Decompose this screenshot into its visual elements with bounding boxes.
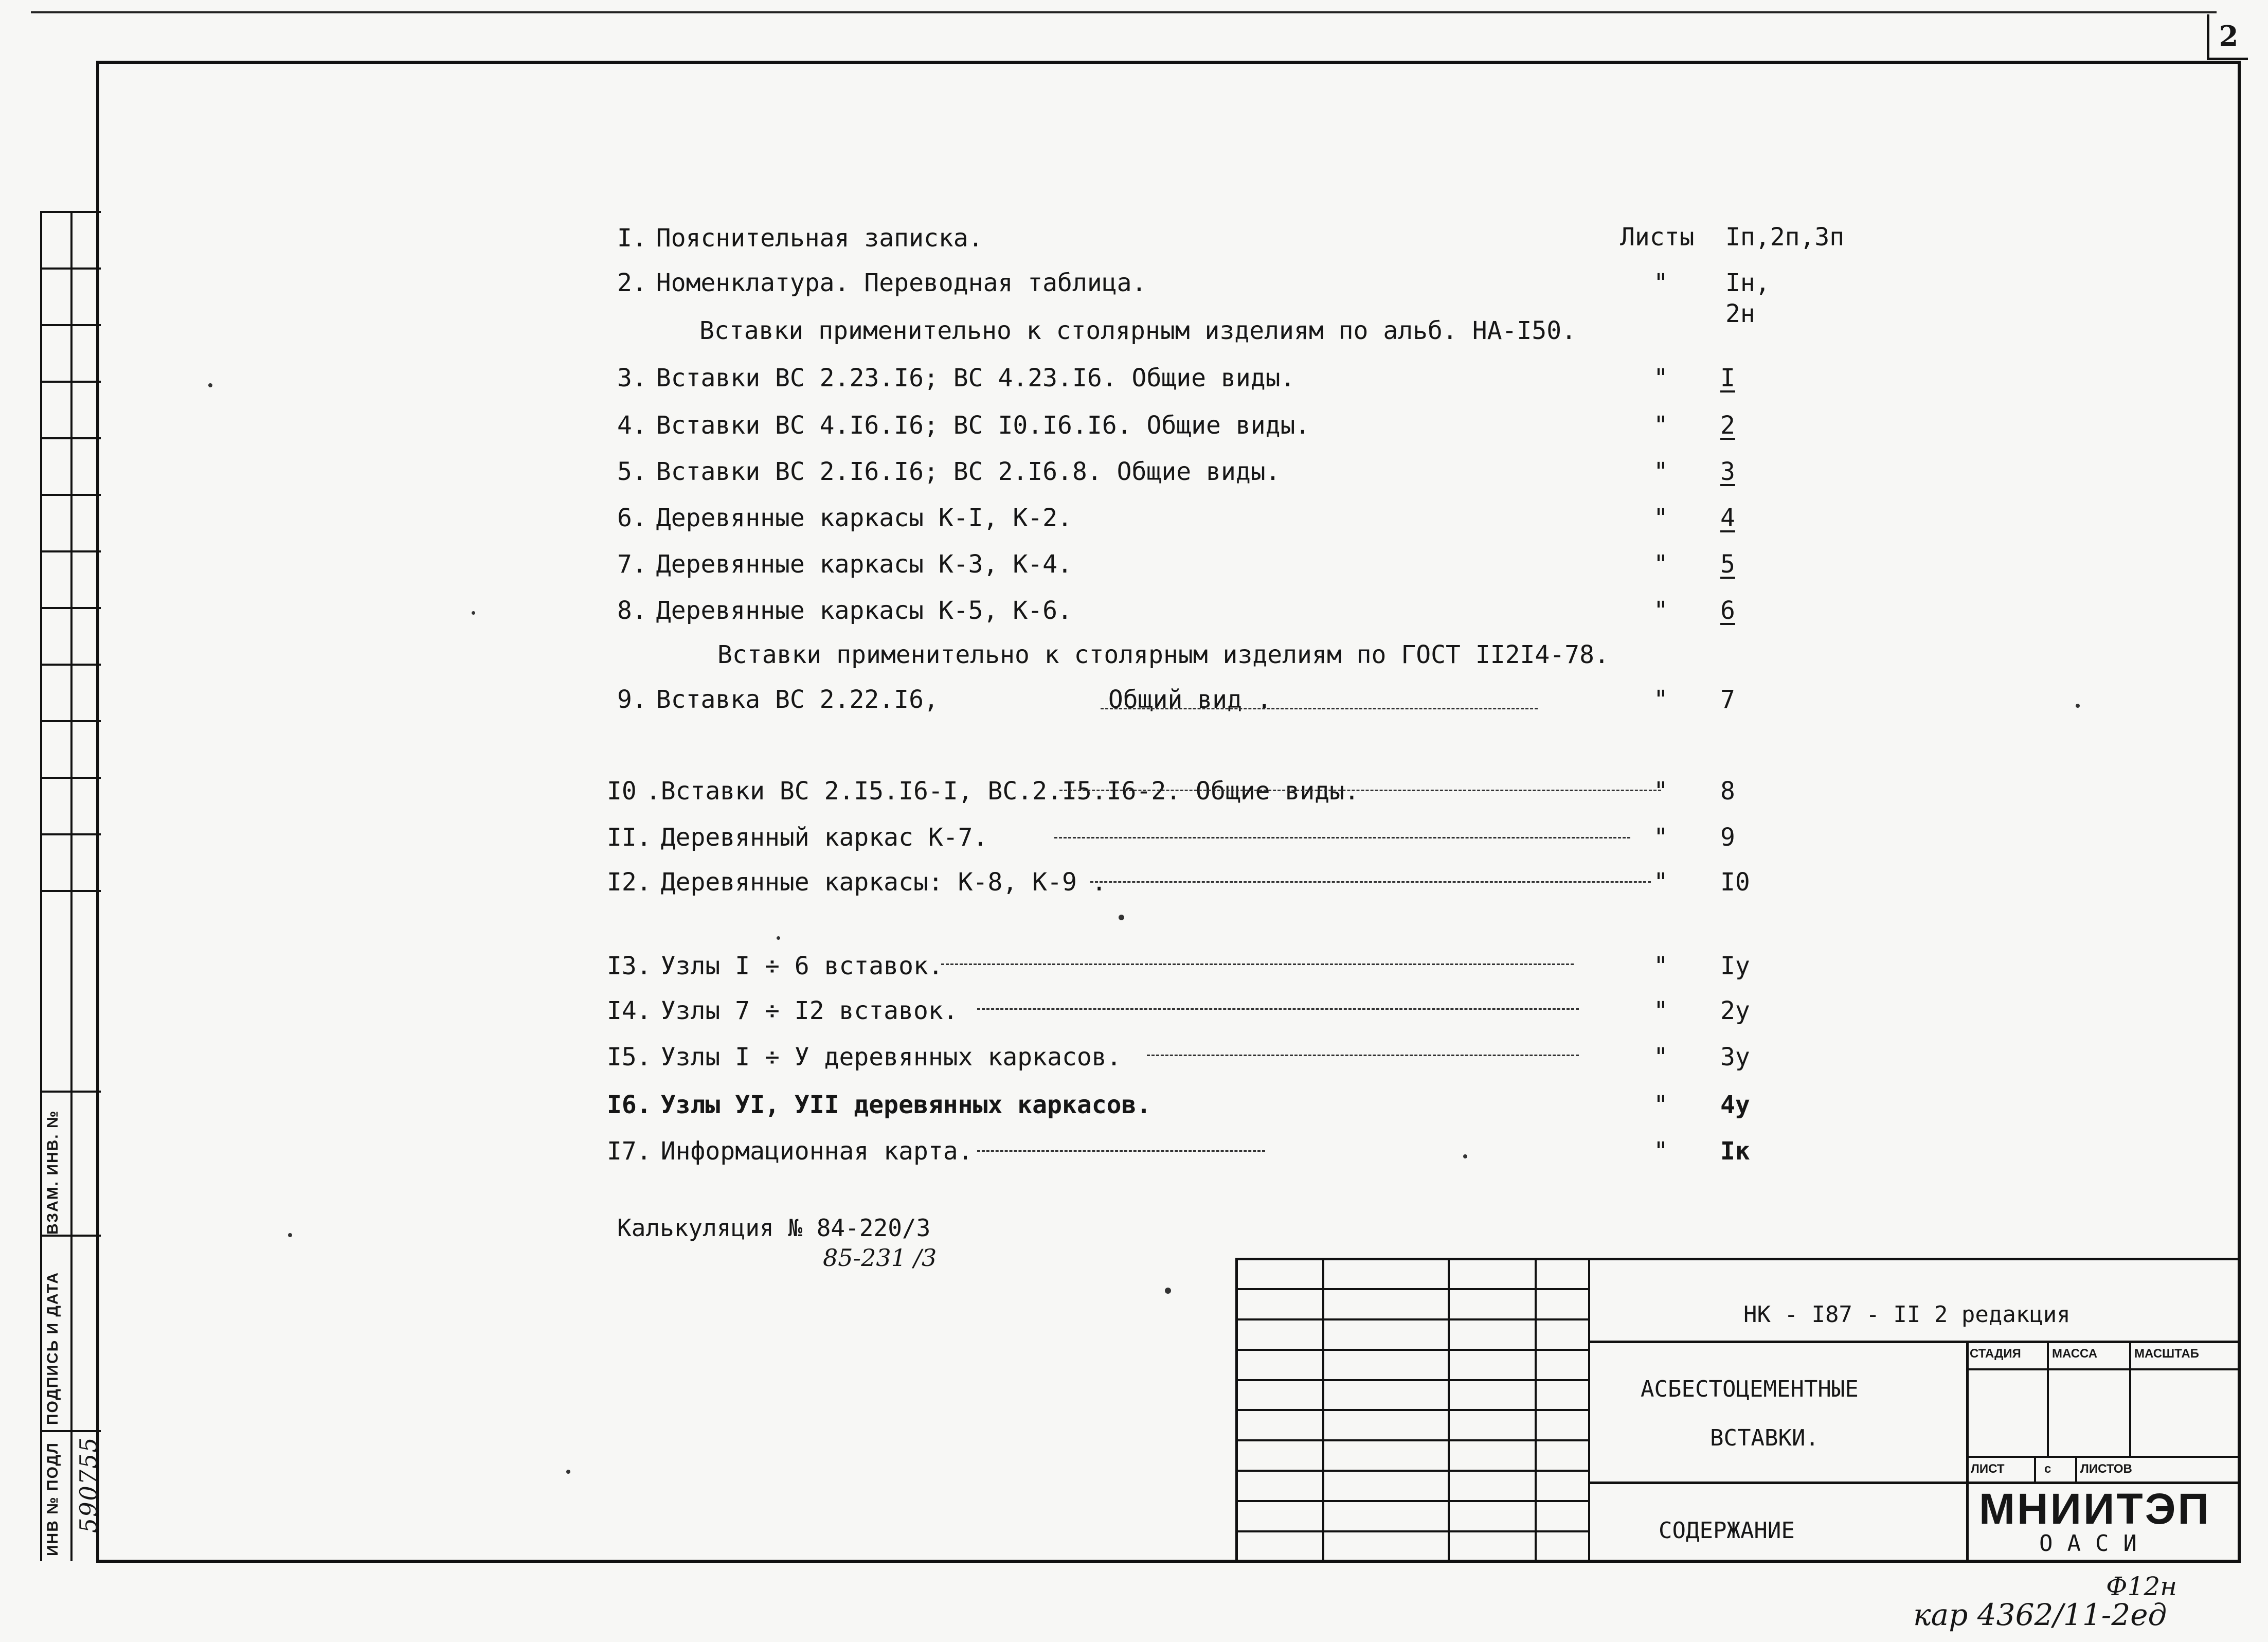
sheet-reference: 3у [1720,1043,1750,1072]
ditto-mark: " [1653,1137,1668,1166]
sheet-title: СОДЕРЖАНИЕ [1659,1518,1795,1544]
mass-label: МАССА [2052,1347,2098,1361]
contents-item-number: 4. [617,411,647,440]
contents-item-number: 3. [617,364,647,392]
contents-item [617,503,1072,533]
sheet-reference: 4у [1720,1091,1750,1119]
sheets-column-value: Iп,2п,3п [1725,223,1845,252]
handwritten-note: кар 4362/11-2ед [1913,1597,2167,1632]
top-border-line [31,11,2217,13]
ditto-mark: " [1653,411,1668,440]
sheet-reference: I0 [1720,868,1750,897]
sheet-reference: 2у [1720,996,1750,1025]
contents-item [607,951,943,981]
leader-line [1101,708,1538,709]
sheet-reference: 4 [1720,504,1735,532]
sheet-reference: Iк [1720,1137,1750,1166]
contents-item-text: Деревянные каркасы: К-8, К-9 . [660,868,1107,897]
calculation-label: Калькуляция № 84-220/3 [617,1214,931,1242]
ditto-mark: " [1653,457,1668,486]
contents-item-text: .Вставки ВС 2.I5.I6-I, ВС.2.I5.I6-2. Общие виды. [645,777,1359,806]
sheet-reference: 6 [1720,596,1735,625]
document-name-line1: АСБЕСТОЦЕМЕНТНЫЕ [1641,1376,1859,1402]
contents-item-number: I0 [607,777,637,806]
contents-item [699,315,1576,346]
sidebar-label-vzam-inv: ВЗАМ. ИНВ. № [44,1110,61,1235]
contents-item-text: Вставки ВС 2.23.I6; ВС 4.23.I6. Общие виды. [656,364,1295,392]
contents-item [607,776,1359,807]
ditto-mark: " [1653,777,1668,806]
contents-item-number: 5. [617,457,647,486]
sidebar-label-sign-date: ПОДПИСЬ И ДАТА [44,1271,61,1425]
contents-item [717,639,1609,670]
calculation-second: 85-231 /3 [823,1244,937,1272]
ditto-mark: " [1653,550,1668,579]
org-subtitle: ОАСИ [2039,1530,2151,1557]
sheet-reference: 5 [1720,550,1735,579]
contents-item-number: 2. [617,269,647,297]
sheets-column-label: Листы [1620,223,1695,252]
contents-item [607,995,958,1026]
contents-item-text: Номенклатура. Переводная таблица. [656,269,1147,297]
contents-item [607,1090,1151,1120]
contents-item-text: Вставка ВС 2.22.I6, [656,685,939,714]
contents-item-number: I3. [607,952,652,980]
contents-item-text: Деревянные каркасы К-I, К-2. [656,504,1072,532]
contents-item-number: I7. [607,1137,652,1166]
contents-item-number: II. [607,823,652,852]
stage-label: СТАДИЯ [1970,1347,2021,1361]
contents-item-number: 8. [617,596,647,625]
contents-item-text: Вставки применительно к столярным изделиям по ГОСТ II2I4-78. [717,640,1609,669]
ditto-mark: " [1653,504,1668,532]
contents-item-text: Вставки ВС 4.I6.I6; ВС I0.I6.I6. Общие виды. [656,411,1310,440]
contents-item [617,410,1310,441]
sheet-reference: 9 [1720,823,1735,852]
leader-line [1147,1055,1579,1056]
contents-item-number: I2. [607,868,652,897]
contents-item-text: Узлы 7 ÷ I2 вставок. [660,996,958,1025]
ditto-mark: " [1653,996,1668,1025]
contents-item [607,1042,1122,1073]
ditto-mark: " [1653,596,1668,625]
contents-item [617,595,1072,626]
contents-item-text: Узлы I ÷ 6 вставок. [660,952,943,980]
scale-label: МАСШТАБ [2134,1347,2199,1361]
ditto-mark: " [1653,685,1668,714]
leader-line [977,1150,1265,1152]
contents-item-extra: Общий вид . [1108,685,1272,714]
contents-item-text: Вставки применительно к столярным изделиям по альб. НА-I50. [699,316,1577,345]
leader-line [1059,790,1661,791]
sheet-reference: 7 [1720,685,1735,714]
format-mark: Ф12н [2106,1572,2177,1601]
sheet-number: 2 [2207,14,2248,60]
contents-item-text: Деревянные каркасы К-3, К-4. [656,550,1072,579]
contents-item-number: I5. [607,1043,652,1072]
contents-item [617,363,1295,394]
sidebar-inv-value: 590755 [75,1436,102,1533]
contents-item [617,267,1146,298]
leader-line [977,1008,1579,1010]
sheet-value: с [2044,1462,2051,1476]
contents-item [617,549,1072,580]
contents-item [617,223,983,254]
contents-item-text: Узлы I ÷ У деревянных каркасов. [660,1043,1122,1072]
revision-table [1235,1258,1590,1563]
ditto-mark: " [1653,952,1668,980]
contents-item-text: Деревянные каркасы К-5, К-6. [656,596,1072,625]
contents-item [617,456,1281,487]
sheets-label: ЛИСТОВ [2080,1462,2132,1476]
contents-item-number: I6. [607,1091,652,1119]
sheet-reference: I [1720,364,1735,392]
contents-item [607,822,987,853]
sheet-label: ЛИСТ [1971,1462,2005,1476]
contents-item-number: 9. [617,685,647,714]
contents-item-text: Пояснительная записка. [656,224,983,253]
document-code: НК - I87 - II 2 редакция [1743,1301,2071,1328]
ditto-mark: " [1653,1091,1668,1119]
ditto-mark: " [1653,1043,1668,1072]
contents-item [607,1136,973,1167]
sheet-reference: 2 [1720,411,1735,440]
contents-item-text: Информационная карта. [660,1137,973,1166]
org-logo: МНИИТЭП [1979,1485,2211,1533]
sheet-reference: Iу [1720,952,1750,980]
sidebar-label-inv-podl: ИНВ № ПОДЛ [44,1442,61,1556]
ditto-mark: " [1653,269,1668,297]
contents-item-number: 6. [617,504,647,532]
sheet-reference: Iн, 2н [1725,269,1770,328]
leader-line [941,963,1574,965]
contents-item-number: I4. [607,996,652,1025]
contents-item [607,867,1107,898]
contents-item [617,684,1272,715]
ditto-mark: " [1653,868,1668,897]
contents-item-number: I. [617,224,647,253]
leader-line [1090,881,1651,883]
contents-item-text: Узлы УI, УII деревянных каркасов. [660,1091,1151,1119]
sheet-reference: 8 [1720,777,1735,806]
contents-item-number: 7. [617,550,647,579]
document-name-line2: ВСТАВКИ. [1710,1425,1819,1451]
ditto-mark: " [1653,823,1668,852]
contents-item-text: Вставки ВС 2.I6.I6; ВС 2.I6.8. Общие виды. [656,457,1281,486]
ditto-mark: " [1653,364,1668,392]
leader-line [1054,837,1630,838]
sheet-reference: 3 [1720,457,1735,486]
contents-item-text: Деревянный каркас К-7. [660,823,988,852]
